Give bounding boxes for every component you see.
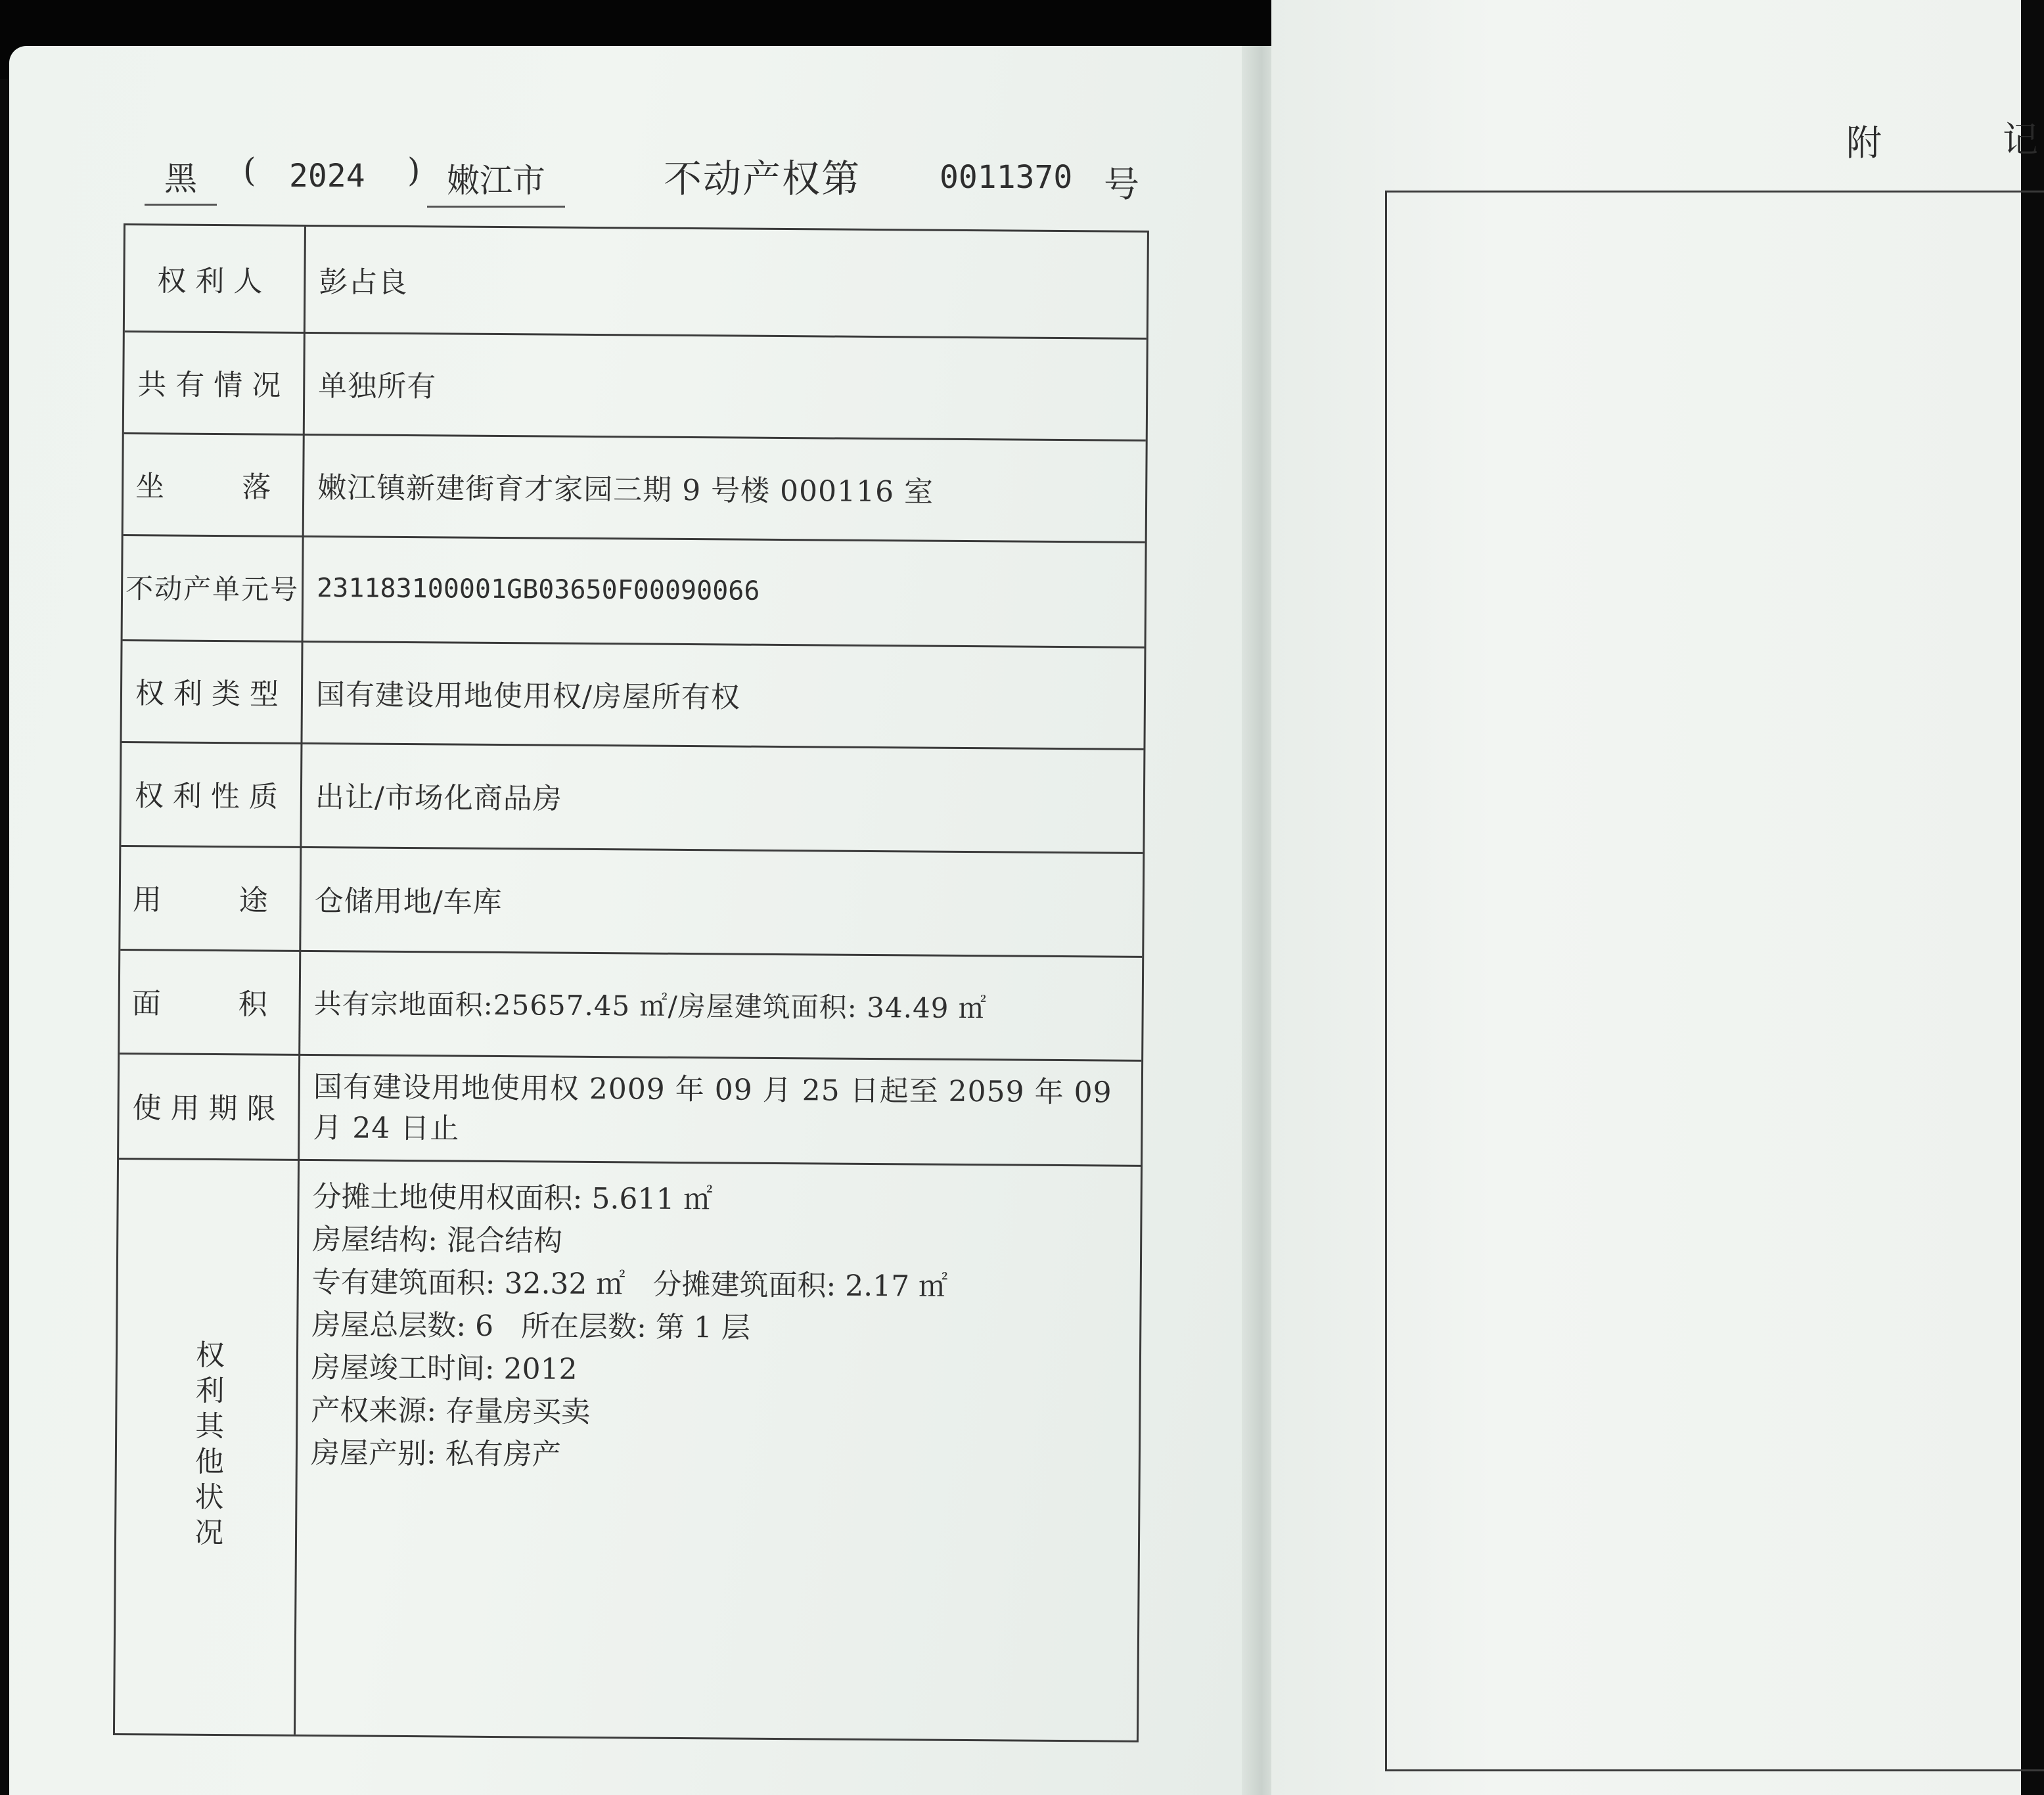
- row-owner: [125, 225, 1147, 340]
- value-term: 国有建设用地使用权 2009 年 09 月 25 日起至 2059 年 09 月 24 日止: [313, 1070, 1112, 1146]
- value-unit-number: 231183100001GB03650F00090066: [316, 573, 760, 606]
- label-usage: 用 途: [132, 883, 288, 918]
- other-line: 分摊土地使用权面积: 5.611 ㎡: [312, 1180, 713, 1217]
- header-city: 嫩江市: [427, 154, 565, 208]
- row-other-status: [115, 1158, 1141, 1740]
- label-unit-number: 不动产单元号: [125, 572, 300, 606]
- label-location: 坐 落: [135, 469, 291, 505]
- label-owner: 权利人: [157, 264, 272, 299]
- row-term: [119, 1053, 1141, 1167]
- header-paren-close: ): [407, 151, 420, 189]
- other-line: 房屋结构: 混合结构: [312, 1223, 563, 1258]
- value-usage: 仓储用地/车库: [314, 884, 503, 920]
- notes-box: [1385, 191, 2044, 1771]
- label-right-nature: 权利性质: [134, 779, 288, 814]
- right-page-title-char-1: 附: [1846, 122, 1882, 164]
- label-co-ownership: 共有情况: [137, 367, 290, 403]
- row-location: [124, 432, 1146, 543]
- certificate-table: [113, 223, 1149, 1742]
- row-right-nature: [121, 741, 1143, 854]
- value-co-ownership: 单独所有: [318, 369, 437, 403]
- other-line: 房屋产别: 私有房产: [310, 1436, 561, 1472]
- header-cert-suffix: 号: [1104, 164, 1139, 205]
- header-province: 黑: [145, 152, 217, 206]
- right-page-title-char-2: 记: [2003, 119, 2038, 160]
- header-cert-label: 不动产权第: [664, 156, 861, 201]
- header-paren-open: (: [243, 151, 256, 189]
- row-right-type: [122, 639, 1144, 750]
- label-right-type: 权利类型: [135, 676, 288, 712]
- value-right-type: 国有建设用地使用权/房屋所有权: [315, 677, 740, 715]
- row-area: [120, 949, 1142, 1062]
- value-owner: 彭占良: [319, 265, 408, 300]
- label-term: 使用期限: [132, 1091, 285, 1126]
- row-unit-number: [123, 534, 1145, 648]
- row-co-ownership: [124, 330, 1147, 442]
- row-usage: [120, 845, 1143, 958]
- label-other-status-wrap: [115, 1158, 298, 1735]
- other-line: 专有建筑面积: 32.32 ㎡ 分摊建筑面积: 2.17 ㎡: [311, 1265, 948, 1304]
- value-location: 嫩江镇新建街育才家园三期 9 号楼 000116 室: [317, 470, 934, 509]
- value-area: 共有宗地面积:25657.45 ㎡/房屋建筑面积: 34.49 ㎡: [313, 988, 988, 1025]
- header-year: 2024: [289, 158, 365, 194]
- other-line: 房屋竣工时间: 2012: [311, 1351, 578, 1386]
- other-line: 产权来源: 存量房买卖: [311, 1394, 591, 1430]
- label-area: 面 积: [131, 987, 287, 1022]
- label-other-status: 权利其他状况: [189, 1339, 225, 1553]
- value-right-nature: 出让/市场化商品房: [315, 781, 562, 816]
- other-line: 房屋总层数: 6 所在层数: 第 1 层: [311, 1308, 751, 1345]
- header-cert-number: 0011370: [940, 159, 1073, 196]
- other-status-list: [311, 1175, 1127, 1480]
